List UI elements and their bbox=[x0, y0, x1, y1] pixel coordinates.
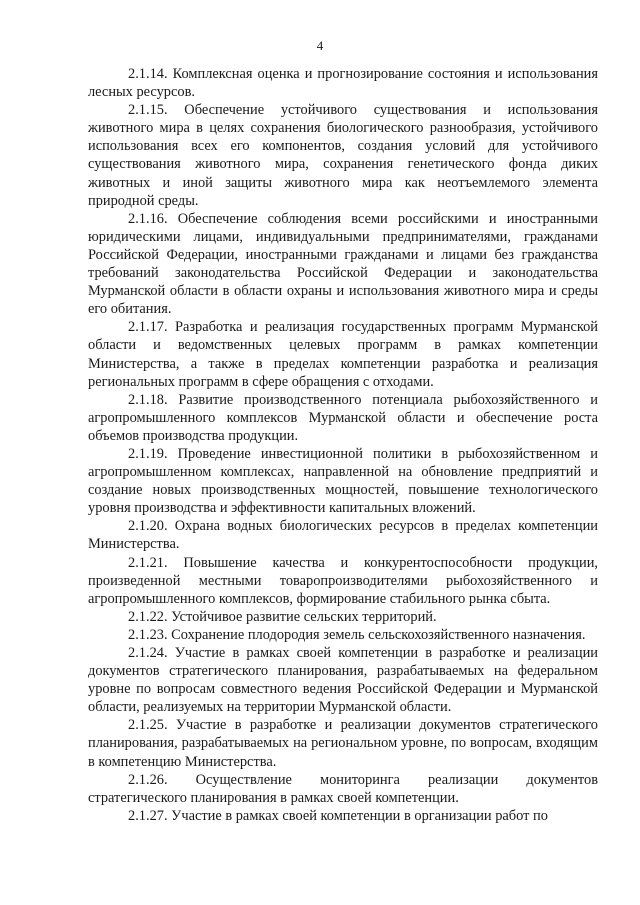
paragraph-2-1-15: 2.1.15. Обеспечение устойчивого существования и использования животного мира в целях сохранения биологического разнообразия, устойчивого использования всех его компонентов, создания условий для устойчивого существования животного мира, сохранения генетического фонда диких животных и иной защиты животного мира как неотъемлемого элемента природной среды. bbox=[88, 102, 598, 209]
paragraph-2-1-19: 2.1.19. Проведение инвестиционной политики в рыбохозяйственном и агропромышленном комплексах, направленной на обновление предприятий и создание новых производственных мощностей, повышение технологического уровня производства и эффективности капитальных вложений. bbox=[88, 445, 598, 517]
paragraph-2-1-26: 2.1.26. Осуществление мониторинга реализации документов стратегического планирования в рамках своей компетенции. bbox=[88, 771, 598, 806]
document-body bbox=[88, 65, 598, 825]
paragraph-2-1-24: 2.1.24. Участие в рамках своей компетенции в разработке и реализации документов стратегического планирования, разрабатываемых на федеральном уровне по вопросам совместного ведения Российской Федерации и Мурманской области, реализуемых на территории Мурманской области. bbox=[88, 645, 598, 716]
paragraph-2-1-23: 2.1.23. Сохранение плодородия земель сельскохозяйственного назначения. bbox=[128, 626, 586, 643]
page-number: 4 bbox=[316, 38, 324, 53]
paragraph-2-1-22: 2.1.22. Устойчивое развитие сельских территорий. bbox=[128, 608, 437, 625]
paragraph-2-1-17: 2.1.17. Разработка и реализация государственных программ Мурманской области и ведомственных целевых программ в рамках компетенции Министерства, а также в пределах компетенции разработка и реализация региональных программ в сфере обращения с отходами. bbox=[88, 319, 598, 390]
paragraph-2-1-25: 2.1.25. Участие в разработке и реализации документов стратегического планирования, разрабатываемых на региональном уровне, по вопросам, входящим в компетенцию Министерства. bbox=[88, 717, 598, 770]
paragraph-2-1-21: 2.1.21. Повышение качества и конкурентоспособности продукции, произведенной местными товаропроизводителями рыбохозяйственного и агропромышленного комплексов, формирование стабильного рынка сбыта. bbox=[88, 554, 598, 607]
paragraph-2-1-16: 2.1.16. Обеспечение соблюдения всеми российскими и иностранными юридическими лицами, индивидуальными предпринимателями, гражданами Российской Федерации, иностранными гражданами и лицами без гражданства требований законодательства Российской Федерации и законодательства Мурманской области в области охраны и использования животного мира и среды его обитания. bbox=[88, 210, 598, 318]
paragraph-2-1-18: 2.1.18. Развитие производственного потенциала рыбохозяйственного и агропромышленного комплексов Мурманской области и обеспечение роста объемов производства продукции. bbox=[88, 391, 598, 444]
paragraph-2-1-20: 2.1.20. Охрана водных биологических ресурсов в пределах компетенции Министерства. bbox=[88, 518, 598, 553]
paragraph-2-1-14: 2.1.14. Комплексная оценка и прогнозирование состояния и использования лесных ресурсов. bbox=[88, 66, 598, 101]
paragraph-2-1-27: 2.1.27. Участие в рамках своей компетенции в организации работ по bbox=[128, 807, 548, 824]
